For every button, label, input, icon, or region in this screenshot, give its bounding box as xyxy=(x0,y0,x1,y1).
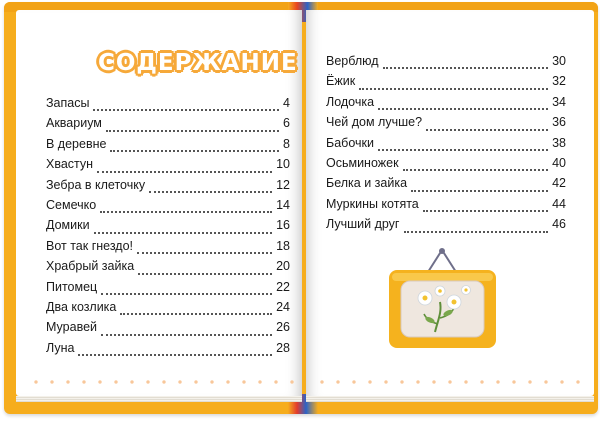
toc-entry[interactable] xyxy=(46,178,290,198)
toc-entry[interactable] xyxy=(46,137,290,157)
toc-entry-page: 44 xyxy=(552,196,566,211)
toc-entry-page: 38 xyxy=(552,135,566,150)
toc-entry-name: Чей дом лучше? xyxy=(326,115,423,130)
toc-entry-page: 16 xyxy=(276,218,290,233)
toc-entry-name: Аквариум xyxy=(46,116,102,131)
toc-entry-page: 42 xyxy=(552,176,566,191)
leader-dots xyxy=(378,148,548,151)
toc-entry-page: 22 xyxy=(276,279,290,294)
decorative-dots xyxy=(314,378,584,386)
leader-dots xyxy=(100,210,272,213)
toc-entry[interactable] xyxy=(326,217,566,237)
toc-entry-name: В деревне xyxy=(46,136,107,151)
toc-entry[interactable] xyxy=(46,218,290,238)
toc-entry-page: 40 xyxy=(552,155,566,170)
leader-dots xyxy=(137,251,272,254)
toc-entry-name: Семечко xyxy=(46,197,97,212)
toc-entry[interactable] xyxy=(46,96,290,116)
toc-entry-name: Лучший друг xyxy=(326,217,400,232)
toc-entry-name: Запасы xyxy=(46,96,90,110)
toc-entry-name: Лодочка xyxy=(326,94,375,109)
leader-dots xyxy=(101,292,272,295)
toc-entry[interactable] xyxy=(326,54,566,74)
toc-entry-page: 8 xyxy=(283,136,290,151)
toc-entry-name: Зебра в клеточку xyxy=(46,177,146,192)
page-title: СОДЕРЖАНИЕ xyxy=(98,50,298,76)
decorative-dots xyxy=(28,378,298,386)
toc-entry[interactable] xyxy=(46,116,290,136)
chamomile-flower-icon xyxy=(462,286,471,295)
leader-dots xyxy=(359,87,548,90)
toc-entry-name: Белка и зайка xyxy=(326,176,408,191)
leader-dots xyxy=(106,129,279,132)
leader-dots xyxy=(97,170,272,173)
toc-entry[interactable] xyxy=(46,280,290,300)
leader-dots xyxy=(120,312,272,315)
toc-entry[interactable] xyxy=(46,157,290,177)
toc-entry[interactable] xyxy=(326,95,566,115)
leader-dots xyxy=(378,107,548,110)
toc-entry-name: Бабочки xyxy=(326,135,374,150)
leader-dots xyxy=(78,353,272,356)
toc-entry-name: Питомец xyxy=(46,279,98,294)
leader-dots xyxy=(93,108,279,111)
leader-dots xyxy=(383,66,549,69)
toc-entry-page: 14 xyxy=(276,197,290,212)
open-book xyxy=(4,2,598,414)
toc-entry-page: 6 xyxy=(283,116,290,131)
chamomile-flower-icon xyxy=(435,286,445,296)
chamomile-flower-icon xyxy=(447,295,461,309)
toc-entry-name: Вот так гнездо! xyxy=(46,238,134,253)
toc-entry-name: Домики xyxy=(46,218,90,233)
toc-entry-name: Ёжик xyxy=(326,74,356,89)
toc-entry[interactable] xyxy=(46,341,290,361)
toc-entry-name: Осьминожек xyxy=(326,155,399,170)
toc-entry-name: Два козлика xyxy=(46,299,117,314)
toc-entry-name: Муравей xyxy=(46,320,98,335)
toc-entry[interactable] xyxy=(46,300,290,320)
toc-entry-page: 10 xyxy=(276,157,290,172)
leader-dots xyxy=(411,189,548,192)
toc-entry[interactable] xyxy=(326,115,566,135)
toc-entry-page: 34 xyxy=(552,94,566,109)
toc-entry[interactable] xyxy=(326,176,566,196)
toc-entry-page: 20 xyxy=(276,259,290,274)
leader-dots xyxy=(110,149,279,152)
toc-entry[interactable] xyxy=(326,197,566,217)
toc-entry[interactable] xyxy=(326,74,566,94)
toc-entry-page: 46 xyxy=(552,217,566,232)
chamomile-flower-icon xyxy=(418,291,432,305)
toc-entry-page: 32 xyxy=(552,74,566,89)
page-edge xyxy=(306,396,594,402)
toc-entry[interactable] xyxy=(46,239,290,259)
toc-entry[interactable] xyxy=(46,259,290,279)
toc-entry-name: Муркины котята xyxy=(326,196,419,211)
toc-entry[interactable] xyxy=(46,320,290,340)
right-page xyxy=(306,10,594,396)
toc-entry-name: Храбрый зайка xyxy=(46,259,135,274)
toc-entry-page: 26 xyxy=(276,320,290,335)
leader-dots xyxy=(404,230,549,233)
leader-dots xyxy=(94,231,273,234)
toc-entry-page: 30 xyxy=(552,54,566,68)
toc-entry-page: 4 xyxy=(283,96,290,110)
toc-entry-page: 12 xyxy=(276,177,290,192)
framed-picture-illustration xyxy=(388,246,497,349)
toc-entry[interactable] xyxy=(46,198,290,218)
leader-dots xyxy=(423,209,548,212)
toc-list-right xyxy=(326,54,566,238)
leader-dots xyxy=(403,168,549,171)
leader-dots xyxy=(426,128,548,131)
nail-icon xyxy=(439,248,445,254)
toc-list-left xyxy=(46,96,290,361)
toc-entry-page: 28 xyxy=(276,340,290,355)
page-edge xyxy=(16,396,302,402)
toc-entry-name: Хвастун xyxy=(46,157,94,172)
left-page xyxy=(16,10,302,396)
toc-entry-page: 24 xyxy=(276,299,290,314)
toc-entry-name: Луна xyxy=(46,340,75,355)
leader-dots xyxy=(101,333,272,336)
toc-entry[interactable] xyxy=(326,136,566,156)
toc-entry-page: 18 xyxy=(276,238,290,253)
leader-dots xyxy=(138,272,272,275)
toc-entry-page: 36 xyxy=(552,115,566,130)
toc-entry[interactable] xyxy=(326,156,566,176)
leader-dots xyxy=(149,190,272,193)
toc-entry-name: Верблюд xyxy=(326,54,379,68)
